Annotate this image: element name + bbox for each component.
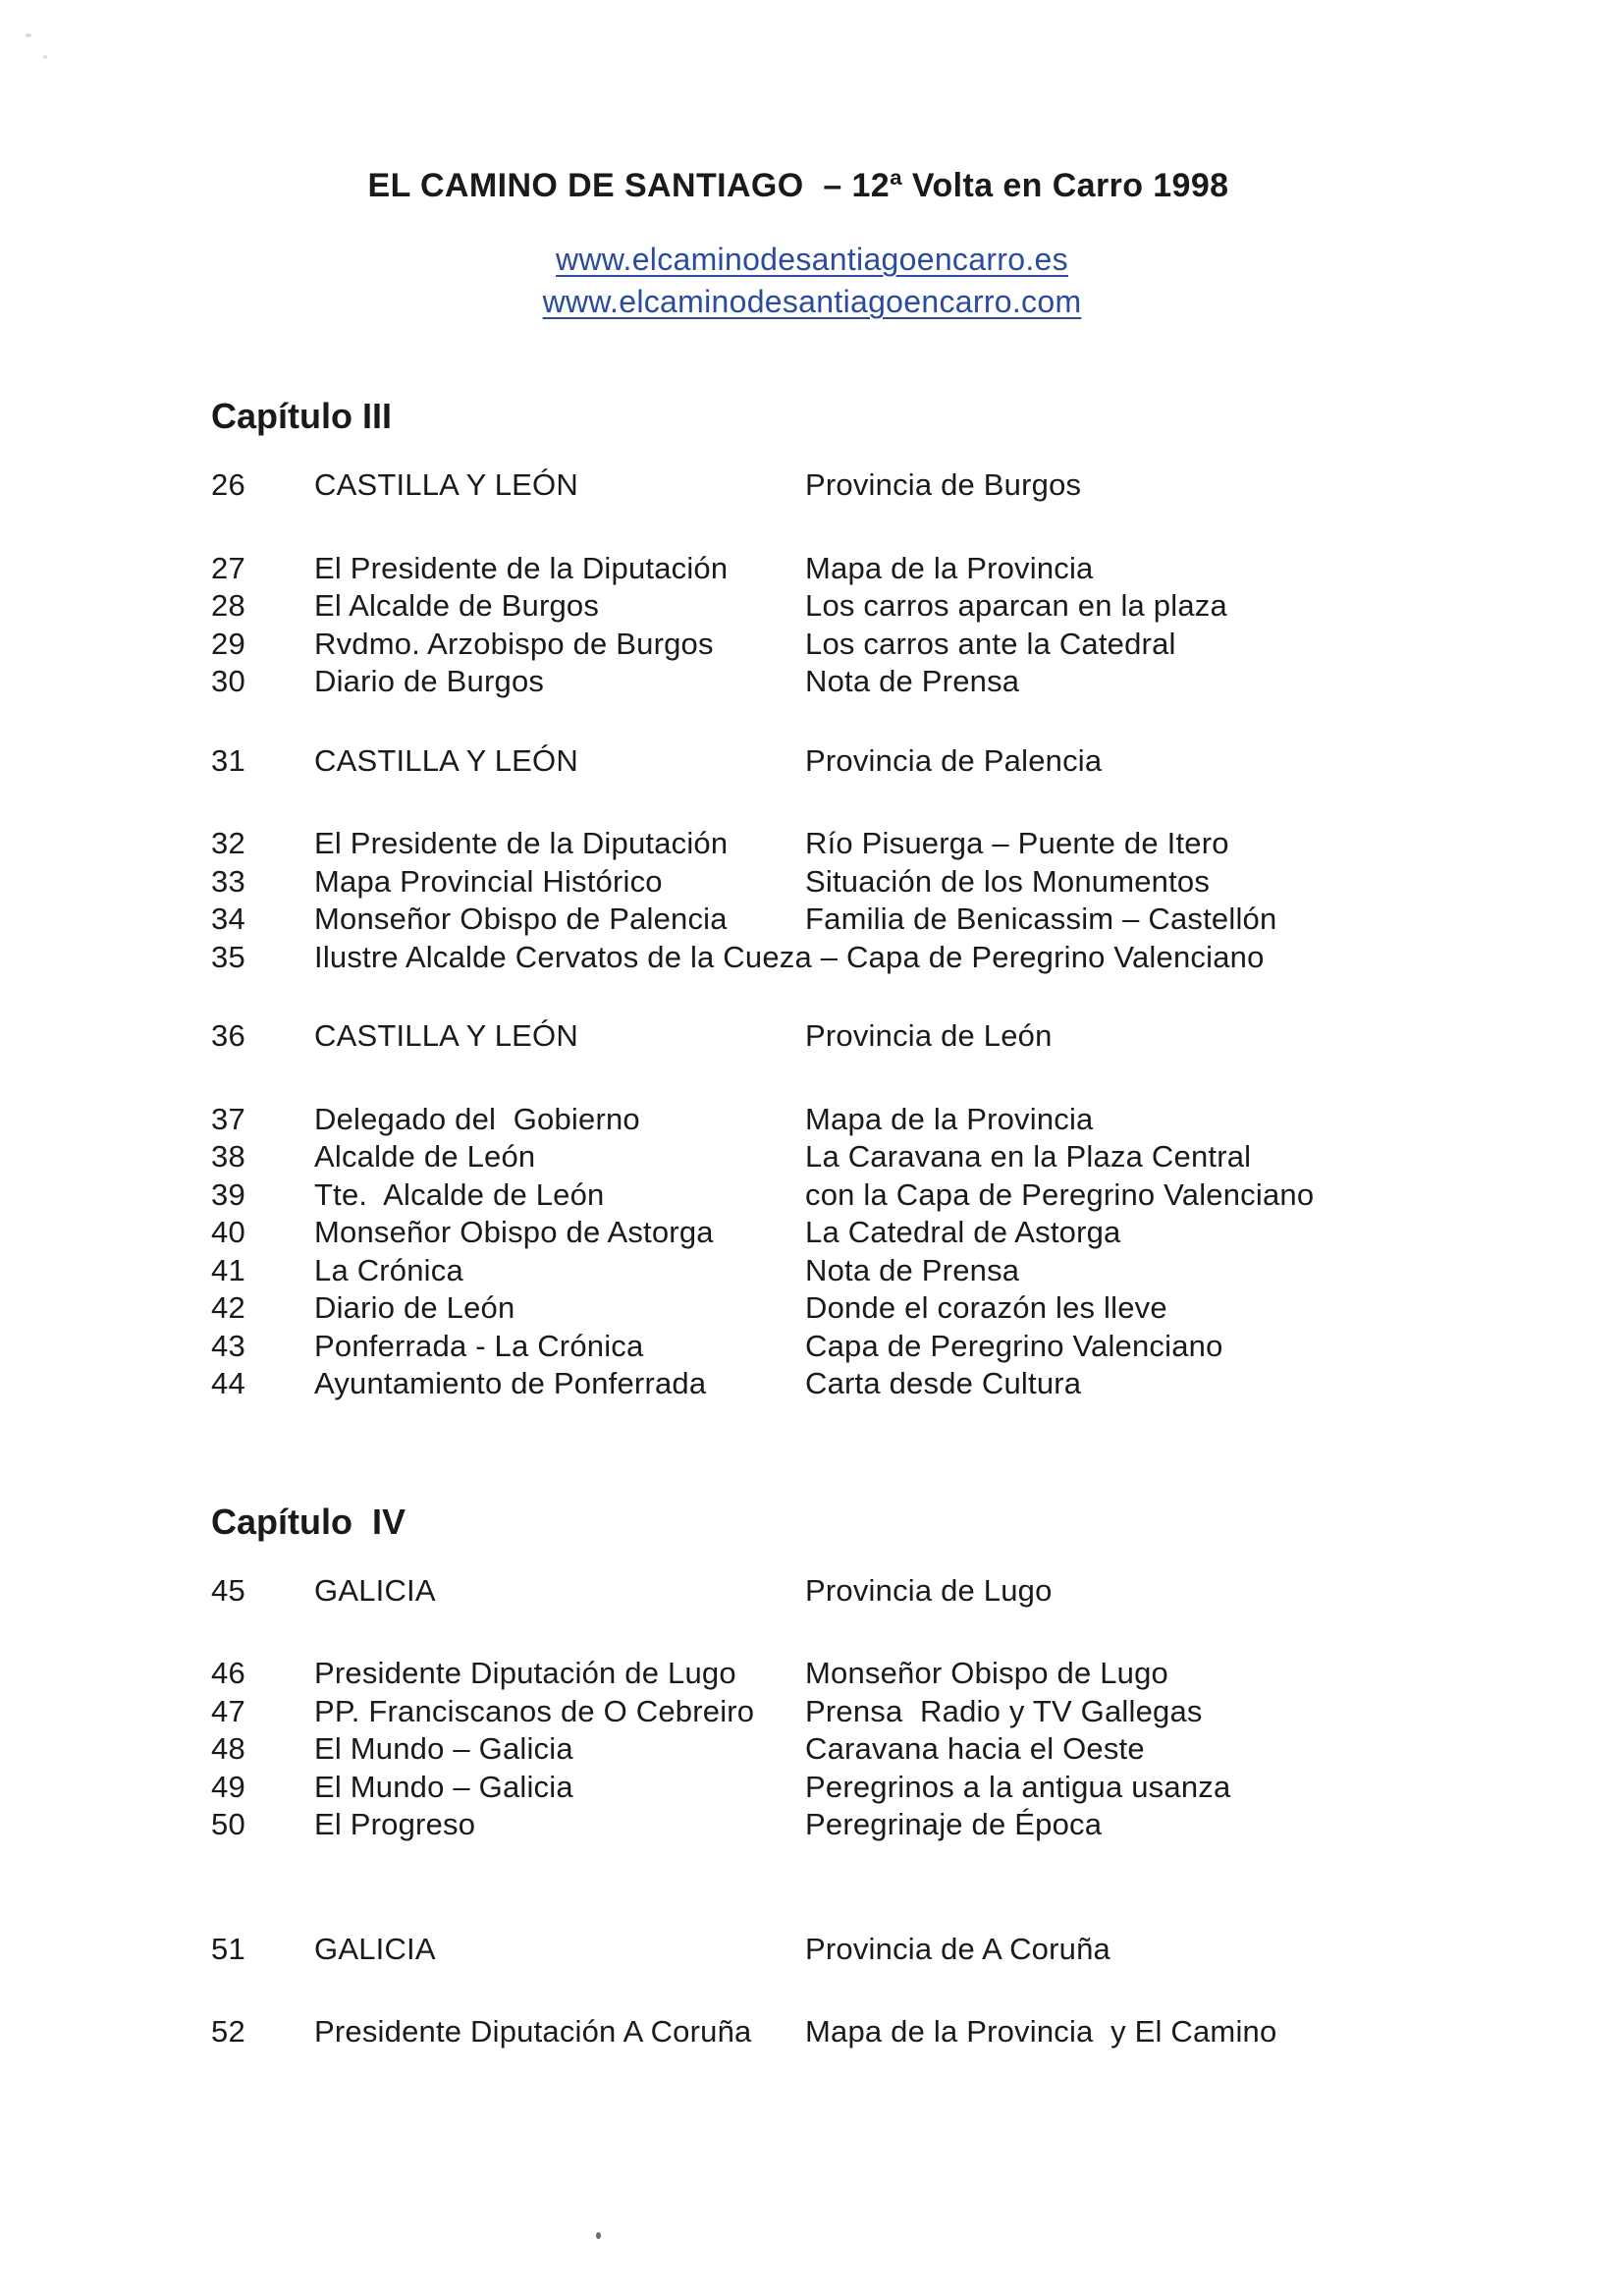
toc-row [211, 626, 1624, 664]
row-title: Presidente Diputación A Coruña [314, 2014, 752, 2049]
row-number: 29 [211, 626, 245, 661]
row-title: Monseñor Obispo de Astorga [314, 1215, 714, 1249]
chapter-3-section [0, 396, 1624, 1403]
row-title: Rvdmo. Arzobispo de Burgos [314, 626, 714, 661]
row-title: Ayuntamiento de Ponferrada [314, 1366, 707, 1400]
toc-header-row [211, 1931, 1624, 1969]
row-description: La Caravana en la Plaza Central [805, 1139, 1252, 1174]
toc-row [211, 1806, 1624, 1844]
toc-row [211, 1214, 1624, 1252]
toc-row [211, 1101, 1624, 1139]
row-number: 28 [211, 588, 245, 623]
toc-row [211, 550, 1624, 588]
row-title: El Presidente de la Diputación [314, 550, 729, 585]
row-description: Río Pisuerga – Puente de Itero [805, 826, 1229, 860]
toc-row [211, 663, 1624, 701]
toc-header-row [211, 1017, 1624, 1056]
toc-row [211, 1289, 1624, 1328]
row-description: Familia de Benicassim – Castellón [805, 902, 1277, 936]
row-number: 38 [211, 1139, 245, 1174]
toc-group [211, 1017, 1624, 1403]
row-title: Diario de Burgos [314, 664, 545, 698]
row-number: 30 [211, 664, 245, 698]
row-number: 41 [211, 1252, 245, 1287]
toc-group [211, 466, 1624, 701]
row-title: Delegado del Gobierno [314, 1101, 640, 1136]
row-description: Provincia de A Coruña [805, 1931, 1110, 1966]
row-description: Provincia de Lugo [805, 1572, 1053, 1608]
scan-artifact [596, 2232, 601, 2239]
row-title: Tte. Alcalde de León [314, 1176, 605, 1212]
row-title: El Presidente de la Diputación [314, 826, 729, 860]
row-number: 47 [211, 1693, 245, 1728]
row-description: Mapa de la Provincia y El Camino [805, 2014, 1277, 2049]
website-links [0, 239, 1624, 323]
row-number: 51 [211, 1931, 245, 1966]
row-title: Mapa Provincial Histórico [314, 863, 663, 899]
scan-artifact [43, 55, 47, 59]
row-description: Provincia de Palencia [805, 742, 1103, 778]
row-number: 27 [211, 550, 245, 585]
row-number: 32 [211, 826, 245, 860]
row-description: Peregrinos a la antigua usanza [805, 1769, 1231, 1804]
row-title: Alcalde de León [314, 1139, 536, 1174]
row-title: GALICIA [314, 1931, 436, 1966]
row-description: Nota de Prensa [805, 664, 1020, 698]
row-title: GALICIA [314, 1572, 436, 1608]
row-title: El Mundo – Galicia [314, 1731, 573, 1766]
row-title: El Alcalde de Burgos [314, 588, 600, 623]
toc-header-row [211, 466, 1624, 505]
scan-artifact [26, 33, 31, 37]
row-number: 52 [211, 2014, 245, 2049]
toc-row [211, 863, 1624, 902]
row-number: 43 [211, 1328, 245, 1363]
chapter-heading: Capítulo IV [211, 1501, 406, 1542]
row-number: 46 [211, 1656, 245, 1690]
chapter-4-section [0, 1502, 1624, 2051]
chapter-toc-groups [211, 466, 1624, 1403]
row-number: 40 [211, 1215, 245, 1249]
row-number: 36 [211, 1018, 245, 1053]
row-title: CASTILLA Y LEÓN [314, 742, 578, 778]
row-description: Carta desde Cultura [805, 1366, 1082, 1400]
toc-group [211, 1572, 1624, 1844]
row-title: Ilustre Alcalde Cervatos de la Cueza – Capa de Peregrino Valenciano [314, 939, 1265, 974]
toc-row [211, 1693, 1624, 1731]
row-number: 44 [211, 1366, 245, 1400]
toc-row [211, 1769, 1624, 1807]
row-description: Provincia de León [805, 1018, 1053, 1053]
toc-row [211, 1138, 1624, 1176]
row-number: 49 [211, 1769, 245, 1804]
toc-group [211, 1931, 1624, 2051]
row-number: 33 [211, 863, 245, 899]
row-title: CASTILLA Y LEÓN [314, 1018, 578, 1053]
row-title: Presidente Diputación de Lugo [314, 1656, 736, 1690]
toc-row [211, 939, 1624, 977]
row-number: 42 [211, 1290, 245, 1325]
toc-row [211, 1252, 1624, 1290]
row-description: Monseñor Obispo de Lugo [805, 1656, 1168, 1690]
row-title: Ponferrada - La Crónica [314, 1328, 644, 1363]
row-number: 34 [211, 902, 245, 936]
row-description: Prensa Radio y TV Gallegas [805, 1693, 1203, 1728]
chapter-toc-groups [211, 1572, 1624, 2051]
row-description: Capa de Peregrino Valenciano [805, 1328, 1223, 1363]
row-number: 50 [211, 1807, 245, 1841]
row-description: con la Capa de Peregrino Valenciano [805, 1176, 1315, 1212]
toc-row [211, 587, 1624, 626]
row-description: Nota de Prensa [805, 1252, 1020, 1287]
row-number: 26 [211, 467, 245, 502]
row-description: Donde el corazón les lleve [805, 1290, 1167, 1325]
toc-row [211, 1365, 1624, 1403]
website-link-es[interactable]: www.elcaminodesantiagoencarro.es [556, 242, 1068, 277]
toc-header-row [211, 742, 1624, 781]
website-link-com[interactable]: www.elcaminodesantiagoencarro.com [542, 284, 1082, 319]
row-description: Los carros ante la Catedral [805, 626, 1176, 661]
row-title: PP. Franciscanos de O Cebreiro [314, 1693, 755, 1728]
toc-row [211, 901, 1624, 939]
toc-row [211, 825, 1624, 863]
row-title: El Mundo – Galicia [314, 1769, 573, 1804]
row-description: Mapa de la Provincia [805, 1101, 1094, 1136]
toc-row [211, 1328, 1624, 1366]
row-number: 37 [211, 1101, 245, 1136]
row-title: La Crónica [314, 1252, 463, 1287]
toc-row [211, 1655, 1624, 1693]
row-description: Peregrinaje de Época [805, 1807, 1103, 1841]
row-number: 48 [211, 1731, 245, 1766]
toc-group [211, 742, 1624, 977]
row-description: Provincia de Burgos [805, 467, 1082, 502]
row-title: Monseñor Obispo de Palencia [314, 902, 728, 936]
toc-row [211, 1730, 1624, 1769]
row-number: 35 [211, 939, 245, 974]
row-description: Situación de los Monumentos [805, 863, 1211, 899]
toc-header-row [211, 1572, 1624, 1611]
document-title: EL CAMINO DE SANTIAGO – 12ª Volta en Carro 1998 [367, 167, 1229, 204]
row-title: El Progreso [314, 1807, 476, 1841]
chapter-heading: Capítulo III [211, 396, 392, 436]
row-title: Diario de León [314, 1290, 515, 1325]
row-description: Caravana hacia el Oeste [805, 1731, 1145, 1766]
row-number: 31 [211, 742, 245, 778]
toc-row [211, 1176, 1624, 1215]
toc-row [211, 2013, 1624, 2051]
row-description: Los carros aparcan en la plaza [805, 588, 1227, 623]
row-number: 39 [211, 1176, 245, 1212]
row-description: La Catedral de Astorga [805, 1215, 1121, 1249]
row-title: CASTILLA Y LEÓN [314, 467, 578, 502]
row-number: 45 [211, 1572, 245, 1608]
row-description: Mapa de la Provincia [805, 550, 1094, 585]
